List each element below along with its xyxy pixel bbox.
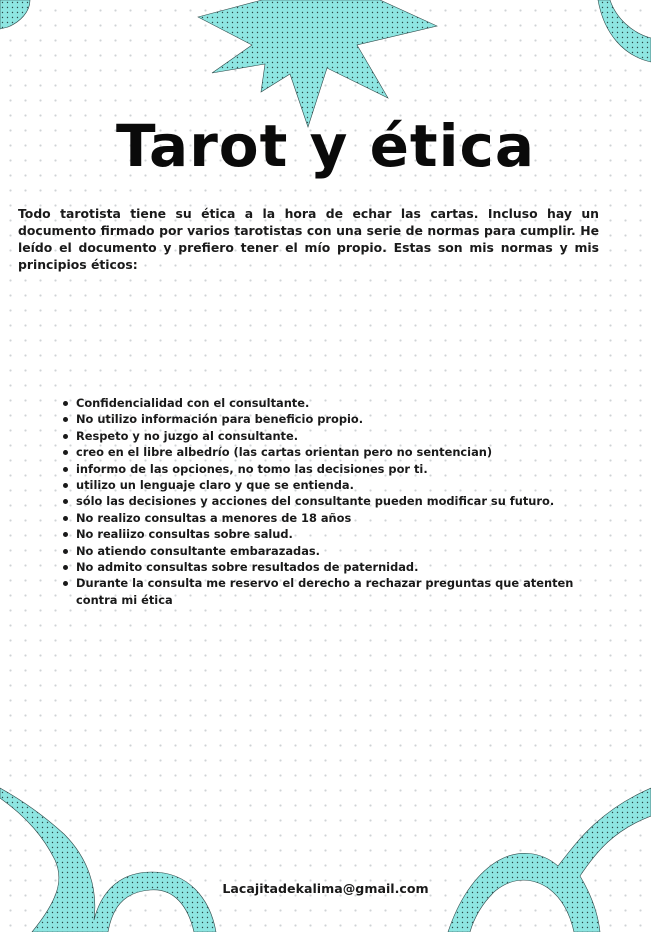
list-item: No realizo consultas a menores de 18 años [76,510,616,526]
contact-email: Lacajitadekalima@gmail.com [222,881,429,896]
bottom-left-wave-ornament [0,788,216,932]
list-item: utilizo un lenguaje claro y que se entienda. [76,477,616,493]
list-item: Durante la consulta me reservo el derecho a rechazar preguntas que atenten contra mi ética [76,575,616,608]
list-item: No atiendo consultante embarazadas. [76,543,616,559]
starburst-icon [198,0,437,127]
list-item: No utilizo información para beneficio propio. [76,411,616,427]
bottom-right-wave-ornament [448,788,651,932]
list-item: Confidencialidad con el consultante. [76,395,616,411]
intro-paragraph: Todo tarotista tiene su ética a la hora de echar las cartas. Incluso hay un documento firmado por varios tarotistas con una serie de normas para cumplir. He leído el documento y prefiero tener el mío propio. Estas son mis normas y mis principios éticos: [18,206,599,272]
list-item: informo de las opciones, no tomo las decisiones por ti. [76,461,616,477]
top-left-wave-ornament [0,0,30,29]
list-item: Respeto y no juzgo al consultante. [76,428,616,444]
list-item: No realiizo consultas sobre salud. [76,526,616,542]
page-title: Tarot y ética [115,112,536,180]
top-right-wave-ornament [598,0,651,62]
list-item: creo en el libre albedrío (las cartas orientan pero no sentencian) [76,444,616,460]
rules-list [58,395,616,608]
list-item: No admito consultas sobre resultados de paternidad. [76,559,616,575]
list-item: sólo las decisiones y acciones del consultante pueden modificar su futuro. [76,493,616,509]
